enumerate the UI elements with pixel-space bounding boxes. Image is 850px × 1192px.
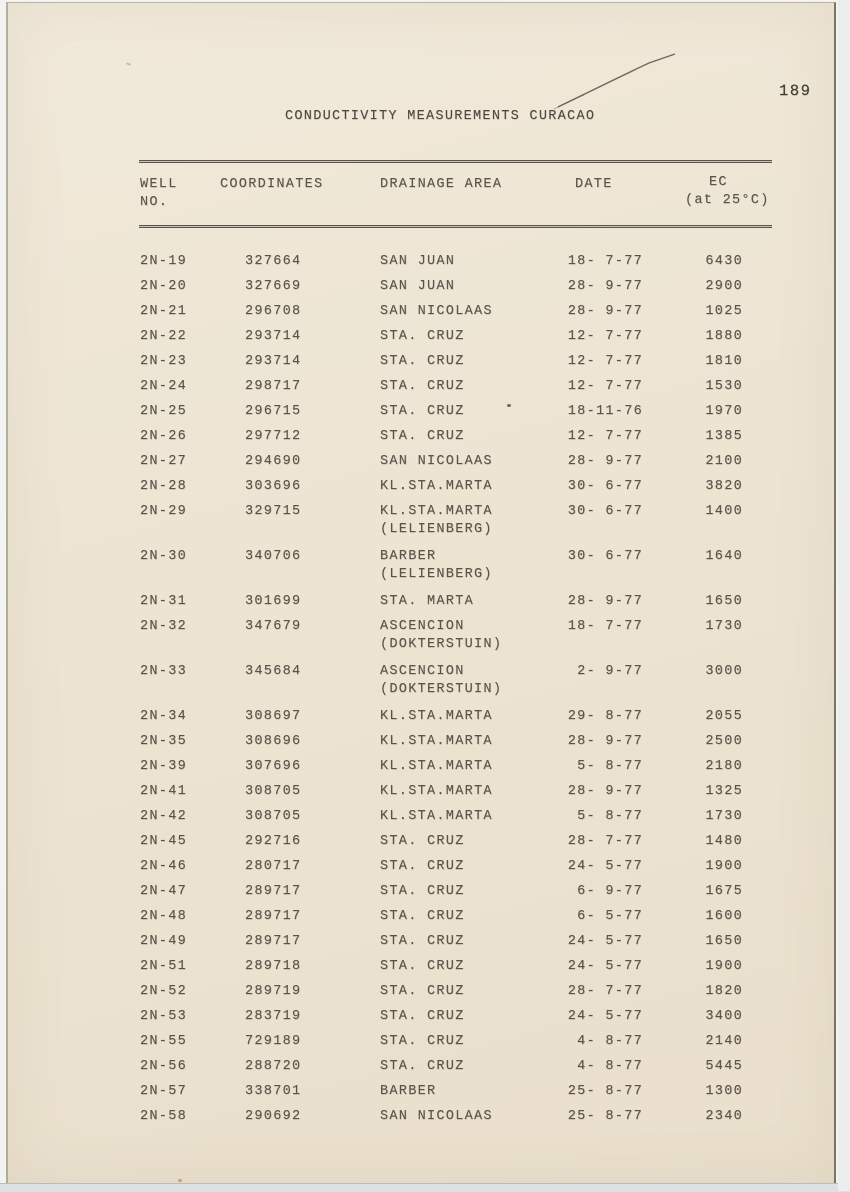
cell-drainage-area: KL.STA.MARTA: [380, 504, 493, 519]
cell-date: 28- 7-77: [567, 834, 643, 849]
cell-ec: 2055: [705, 709, 743, 724]
cell-drainage-area: STA. CRUZ: [380, 379, 465, 394]
cell-date: 24- 5-77: [567, 1009, 643, 1024]
table-row: [139, 1104, 772, 1129]
cell-drainage-area: STA. CRUZ: [380, 884, 465, 899]
cell-drainage-area: SAN JUAN: [380, 254, 456, 269]
cell-drainage-area-line2: (LELIENBERG): [380, 522, 493, 537]
cell-well-no: 2N-55: [140, 1034, 188, 1049]
cell-date: 29- 8-77: [567, 709, 643, 724]
cell-coordinates: 288720: [245, 1059, 302, 1074]
cell-ec: 1820: [705, 984, 743, 999]
cell-ec: 1900: [705, 959, 743, 974]
cell-coordinates: 293714: [245, 354, 302, 369]
header-date: DATE: [575, 177, 613, 192]
cell-date: 28- 9-77: [567, 279, 643, 294]
cell-drainage-area: KL.STA.MARTA: [380, 709, 493, 724]
cell-ec: 1025: [705, 304, 743, 319]
cell-date: 25- 8-77: [567, 1109, 643, 1124]
scanner-right-strip: [838, 0, 850, 1191]
cell-drainage-area: STA. CRUZ: [380, 1059, 465, 1074]
cell-date: 18- 7-77: [567, 254, 643, 269]
cell-drainage-area: SAN NICOLAAS: [380, 454, 493, 469]
cell-ec: 2140: [705, 1034, 743, 1049]
table-row: [139, 324, 772, 349]
table-row: [139, 1029, 772, 1054]
cell-ec: 2340: [705, 1109, 743, 1124]
cell-drainage-area: KL.STA.MARTA: [380, 734, 493, 749]
cell-drainage-area: STA. CRUZ: [380, 959, 465, 974]
cell-well-no: 2N-46: [140, 859, 188, 874]
cell-date: 28- 9-77: [567, 594, 643, 609]
measurements-table: [139, 160, 772, 1129]
cell-date: 24- 5-77: [567, 959, 643, 974]
cell-well-no: 2N-53: [140, 1009, 188, 1024]
cell-well-no: 2N-49: [140, 934, 188, 949]
cell-drainage-area: STA. CRUZ: [380, 1009, 465, 1024]
cell-date: 30- 6-77: [567, 504, 643, 519]
cell-coordinates: 296708: [245, 304, 302, 319]
cell-coordinates: 294690: [245, 454, 302, 469]
cell-coordinates: 293714: [245, 329, 302, 344]
cell-date: 30- 6-77: [567, 549, 643, 564]
header-drainage-area: DRAINAGE AREA: [380, 177, 503, 192]
cell-drainage-area: BARBER: [380, 1084, 437, 1099]
cell-coordinates: 308697: [245, 709, 302, 724]
cell-coordinates: 308705: [245, 784, 302, 799]
cell-ec: 1385: [705, 429, 743, 444]
cell-date: 25- 8-77: [567, 1084, 643, 1099]
cell-drainage-area: STA. MARTA: [380, 594, 475, 609]
table-row: [139, 854, 772, 879]
cell-drainage-area: KL.STA.MARTA: [380, 479, 493, 494]
cell-ec: 1480: [705, 834, 743, 849]
cell-date: 5- 8-77: [567, 809, 643, 824]
header-coordinates: COORDINATES: [220, 177, 324, 192]
cell-coordinates: 303696: [245, 479, 302, 494]
cell-coordinates: 296715: [245, 404, 302, 419]
cell-coordinates: 729189: [245, 1034, 302, 1049]
header-ec-unit: (at 25°C): [685, 193, 770, 208]
cell-drainage-area: ASCENCION: [380, 619, 465, 634]
cell-ec: 2900: [705, 279, 743, 294]
table-row: [139, 349, 772, 374]
cell-date: 6- 5-77: [567, 909, 643, 924]
table-body: [139, 228, 772, 1129]
cell-well-no: 2N-56: [140, 1059, 188, 1074]
cell-ec: 1300: [705, 1084, 743, 1099]
cell-well-no: 2N-39: [140, 759, 188, 774]
cell-well-no: 2N-45: [140, 834, 188, 849]
table-row: [139, 544, 772, 589]
cell-ec: 1325: [705, 784, 743, 799]
cell-date: 28- 7-77: [567, 984, 643, 999]
cell-well-no: 2N-31: [140, 594, 188, 609]
table-row: [139, 659, 772, 704]
cell-ec: 1810: [705, 354, 743, 369]
cell-date: 12- 7-77: [567, 429, 643, 444]
cell-well-no: 2N-57: [140, 1084, 188, 1099]
cell-ec: 2500: [705, 734, 743, 749]
cell-coordinates: 327664: [245, 254, 302, 269]
cell-well-no: 2N-34: [140, 709, 188, 724]
cell-date: 4- 8-77: [567, 1034, 643, 1049]
table-row: [139, 904, 772, 929]
cell-well-no: 2N-22: [140, 329, 188, 344]
cell-date: 12- 7-77: [567, 329, 643, 344]
cell-well-no: 2N-20: [140, 279, 188, 294]
cell-date: 18- 7-77: [567, 619, 643, 634]
cell-drainage-area: STA. CRUZ: [380, 859, 465, 874]
cell-coordinates: 283719: [245, 1009, 302, 1024]
cell-date: 28- 9-77: [567, 784, 643, 799]
cell-drainage-area: ASCENCION: [380, 664, 465, 679]
cell-date: 5- 8-77: [567, 759, 643, 774]
cell-well-no: 2N-58: [140, 1109, 188, 1124]
cell-coordinates: 298717: [245, 379, 302, 394]
cell-ec: 1880: [705, 329, 743, 344]
ink-speck: [126, 62, 131, 66]
cell-drainage-area: SAN NICOLAAS: [380, 1109, 493, 1124]
cell-well-no: 2N-24: [140, 379, 188, 394]
table-row: [139, 754, 772, 779]
table-row: [139, 499, 772, 544]
cell-ec: 6430: [705, 254, 743, 269]
document-page: [6, 2, 836, 1183]
ink-speck: [178, 1179, 182, 1182]
cell-well-no: 2N-29: [140, 504, 188, 519]
cell-drainage-area: STA. CRUZ: [380, 984, 465, 999]
cell-drainage-area: KL.STA.MARTA: [380, 759, 493, 774]
cell-coordinates: 347679: [245, 619, 302, 634]
cell-coordinates: 280717: [245, 859, 302, 874]
cell-drainage-area-line2: (DOKTERSTUIN): [380, 682, 503, 697]
cell-well-no: 2N-27: [140, 454, 188, 469]
cell-drainage-area: KL.STA.MARTA: [380, 784, 493, 799]
table-row: [139, 274, 772, 299]
cell-well-no: 2N-51: [140, 959, 188, 974]
table-header: [139, 163, 772, 225]
cell-well-no: 2N-42: [140, 809, 188, 824]
cell-date: 30- 6-77: [567, 479, 643, 494]
cell-ec: 3000: [705, 664, 743, 679]
cell-coordinates: 292716: [245, 834, 302, 849]
cell-ec: 1900: [705, 859, 743, 874]
table-row: [139, 474, 772, 499]
cell-ec: 1675: [705, 884, 743, 899]
table-row: [139, 1004, 772, 1029]
table-row: [139, 779, 772, 804]
cell-date: 18-11-76: [567, 404, 643, 419]
cell-well-no: 2N-30: [140, 549, 188, 564]
cell-well-no: 2N-32: [140, 619, 188, 634]
table-row: [139, 1079, 772, 1104]
cell-well-no: 2N-52: [140, 984, 188, 999]
table-row: [139, 829, 772, 854]
table-row: [139, 614, 772, 659]
cell-ec: 1400: [705, 504, 743, 519]
cell-coordinates: 289717: [245, 909, 302, 924]
table-row: [139, 399, 772, 424]
cell-well-no: 2N-21: [140, 304, 188, 319]
table-row: [139, 299, 772, 324]
page-title: CONDUCTIVITY MEASUREMENTS CURACAO: [285, 109, 596, 124]
table-row: [139, 589, 772, 614]
cell-coordinates: 340706: [245, 549, 302, 564]
cell-ec: 5445: [705, 1059, 743, 1074]
table-row: [139, 449, 772, 474]
cell-drainage-area: BARBER: [380, 549, 437, 564]
cell-date: 2- 9-77: [567, 664, 643, 679]
cell-coordinates: 301699: [245, 594, 302, 609]
cell-drainage-area: STA. CRUZ: [380, 404, 465, 419]
cell-well-no: 2N-35: [140, 734, 188, 749]
header-ec: EC: [709, 175, 728, 190]
cell-drainage-area: STA. CRUZ: [380, 909, 465, 924]
cell-coordinates: 338701: [245, 1084, 302, 1099]
cell-well-no: 2N-23: [140, 354, 188, 369]
cell-date: 24- 5-77: [567, 859, 643, 874]
cell-ec: 3400: [705, 1009, 743, 1024]
cell-date: 28- 9-77: [567, 304, 643, 319]
cell-coordinates: 308696: [245, 734, 302, 749]
table-row: [139, 249, 772, 274]
cell-coordinates: 289717: [245, 884, 302, 899]
cell-ec: 1530: [705, 379, 743, 394]
cell-ec: 2100: [705, 454, 743, 469]
cell-drainage-area: KL.STA.MARTA: [380, 809, 493, 824]
cell-coordinates: 289718: [245, 959, 302, 974]
cell-drainage-area: STA. CRUZ: [380, 1034, 465, 1049]
table-row: [139, 374, 772, 399]
cell-date: 12- 7-77: [567, 354, 643, 369]
cell-ec: 1970: [705, 404, 743, 419]
cell-drainage-area: SAN NICOLAAS: [380, 304, 493, 319]
cell-coordinates: 290692: [245, 1109, 302, 1124]
cell-ec: 3820: [705, 479, 743, 494]
cell-coordinates: 289719: [245, 984, 302, 999]
table-row: [139, 704, 772, 729]
table-row: [139, 979, 772, 1004]
page-number: 189: [779, 82, 812, 100]
table-row: [139, 929, 772, 954]
cell-ec: 2180: [705, 759, 743, 774]
cell-ec: 1730: [705, 619, 743, 634]
table-row: [139, 804, 772, 829]
table-row: [139, 424, 772, 449]
cell-drainage-area: STA. CRUZ: [380, 354, 465, 369]
cell-ec: 1600: [705, 909, 743, 924]
cell-well-no: 2N-26: [140, 429, 188, 444]
ink-speck: [507, 404, 511, 407]
cell-ec: 1650: [705, 594, 743, 609]
cell-well-no: 2N-48: [140, 909, 188, 924]
cell-drainage-area: STA. CRUZ: [380, 834, 465, 849]
cell-drainage-area: STA. CRUZ: [380, 429, 465, 444]
cell-well-no: 2N-41: [140, 784, 188, 799]
cell-well-no: 2N-28: [140, 479, 188, 494]
cell-drainage-area-line2: (LELIENBERG): [380, 567, 493, 582]
cell-well-no: 2N-25: [140, 404, 188, 419]
cell-date: 28- 9-77: [567, 454, 643, 469]
cell-date: 24- 5-77: [567, 934, 643, 949]
cell-date: 12- 7-77: [567, 379, 643, 394]
cell-coordinates: 289717: [245, 934, 302, 949]
cell-drainage-area-line2: (DOKTERSTUIN): [380, 637, 503, 652]
header-well-no: NO.: [140, 195, 169, 210]
cell-ec: 1640: [705, 549, 743, 564]
cell-ec: 1730: [705, 809, 743, 824]
cell-drainage-area: SAN JUAN: [380, 279, 456, 294]
cell-coordinates: 329715: [245, 504, 302, 519]
table-row: [139, 1054, 772, 1079]
cell-date: 4- 8-77: [567, 1059, 643, 1074]
cell-drainage-area: STA. CRUZ: [380, 934, 465, 949]
cell-drainage-area: STA. CRUZ: [380, 329, 465, 344]
cell-coordinates: 307696: [245, 759, 302, 774]
table-row: [139, 729, 772, 754]
cell-date: 6- 9-77: [567, 884, 643, 899]
header-well: WELL: [140, 177, 178, 192]
cell-well-no: 2N-19: [140, 254, 188, 269]
cell-coordinates: 297712: [245, 429, 302, 444]
cell-ec: 1650: [705, 934, 743, 949]
cell-well-no: 2N-47: [140, 884, 188, 899]
cell-coordinates: 327669: [245, 279, 302, 294]
table-row: [139, 879, 772, 904]
cell-coordinates: 345684: [245, 664, 302, 679]
cell-coordinates: 308705: [245, 809, 302, 824]
table-row: [139, 954, 772, 979]
cell-well-no: 2N-33: [140, 664, 188, 679]
cell-date: 28- 9-77: [567, 734, 643, 749]
